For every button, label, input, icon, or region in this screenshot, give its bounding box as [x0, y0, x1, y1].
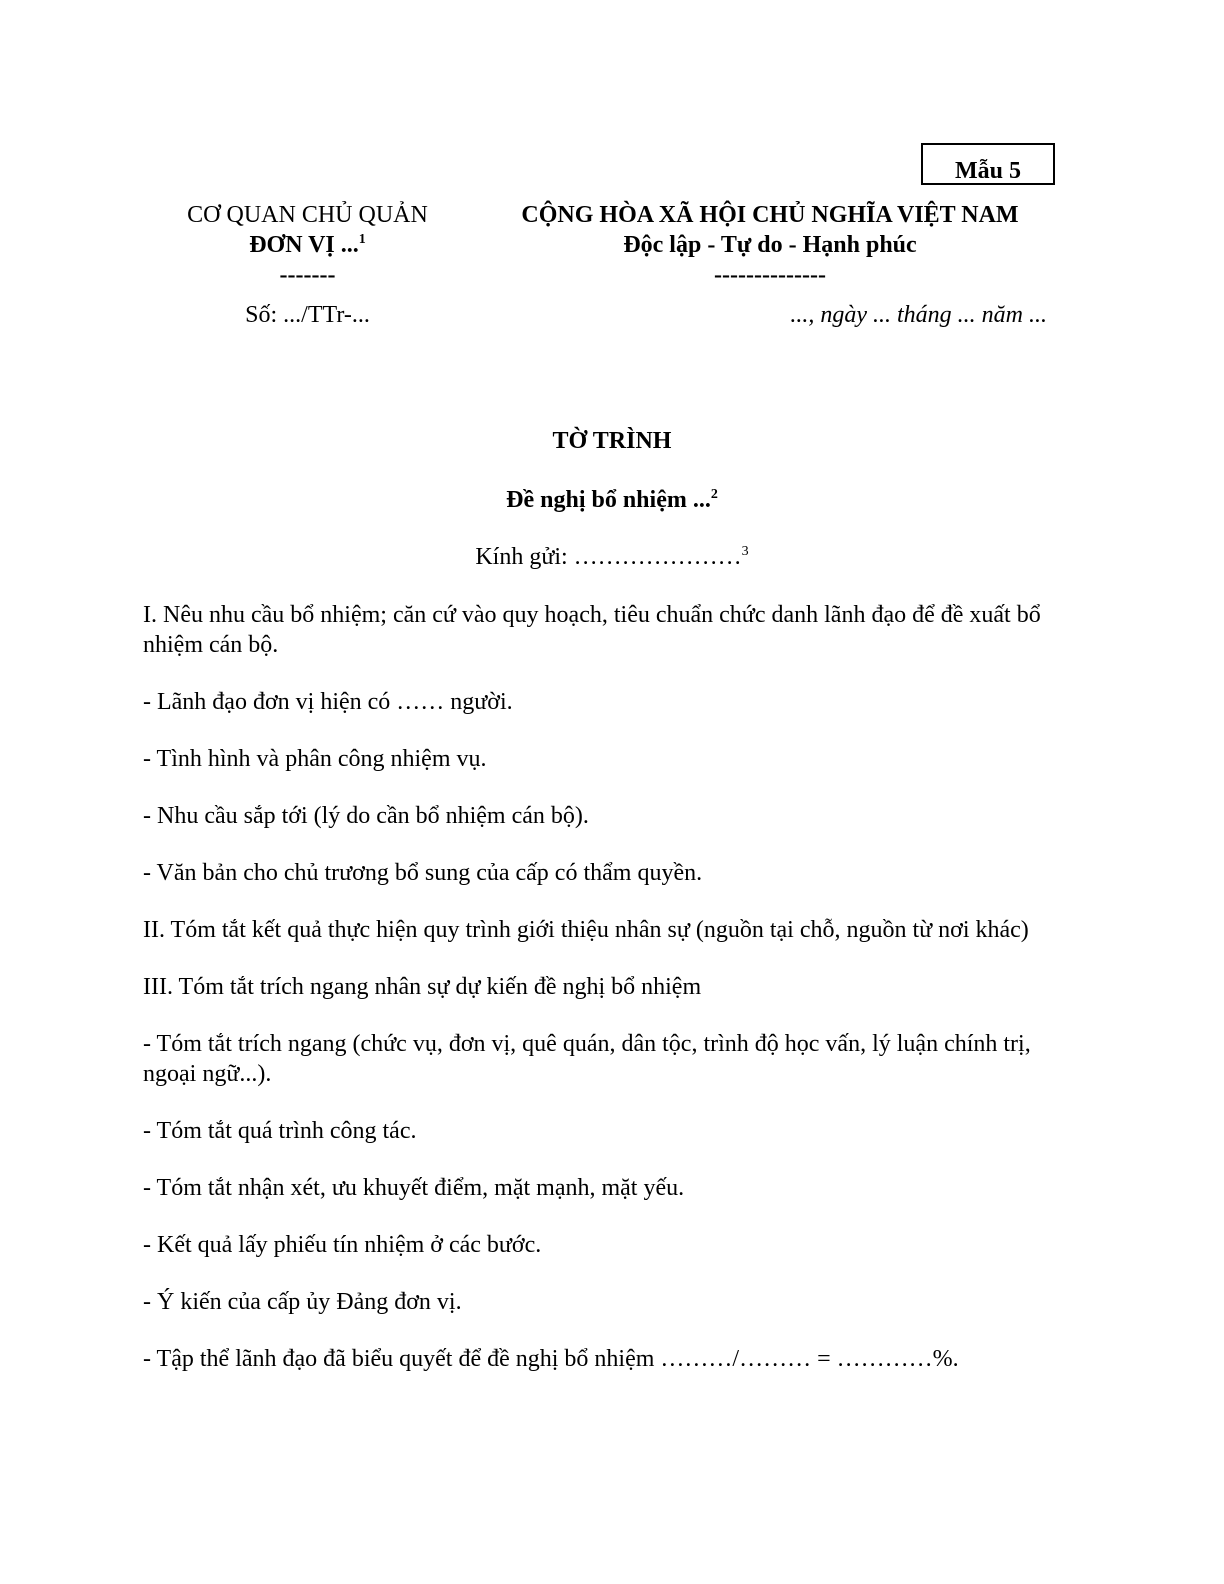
- paragraph: - Lãnh đạo đơn vị hiện có …… người.: [143, 689, 513, 715]
- country-name: CỘNG HÒA XÃ HỘI CHỦ NGHĨA VIỆT NAM: [521, 202, 1019, 228]
- header-right: [480, 200, 1060, 290]
- header-left: [150, 200, 465, 290]
- document-subtitle: Đề nghị bổ nhiệm ...: [506, 487, 711, 513]
- form-code-box: Mẫu 5: [921, 143, 1055, 185]
- document-subtitle-line: [0, 487, 1224, 514]
- paragraph: - Ý kiến của cấp ủy Đảng đơn vị.: [143, 1289, 462, 1315]
- footnote-ref-3: 3: [741, 544, 749, 559]
- document-body: [143, 600, 1068, 1401]
- recipient: Kính gửi: …………………: [475, 544, 742, 570]
- motto: Độc lập - Tự do - Hạnh phúc: [623, 232, 917, 258]
- agency-name: CƠ QUAN CHỦ QUẢN: [187, 202, 428, 228]
- paragraph: II. Tóm tắt kết quả thực hiện quy trình giới thiệu nhân sự (nguồn tại chỗ, nguồn từ nơi khác): [143, 917, 1029, 943]
- paragraph: - Nhu cầu sắp tới (lý do cần bổ nhiệm cán bộ).: [143, 803, 589, 829]
- header-right-divider: --------------: [714, 262, 826, 288]
- paragraph: - Tập thể lãnh đạo đã biểu quyết để đề nghị bổ nhiệm ………/……… = …………%.: [143, 1346, 959, 1372]
- paragraph: - Tóm tắt nhận xét, ưu khuyết điểm, mặt mạnh, mặt yếu.: [143, 1175, 685, 1201]
- paragraph: - Tóm tắt quá trình công tác.: [143, 1118, 417, 1144]
- paragraph: I. Nêu nhu cầu bổ nhiệm; căn cứ vào quy hoạch, tiêu chuẩn chức danh lãnh đạo để đề xuất bổ nhiệm cán bộ.: [143, 602, 1041, 658]
- header-left-divider: -------: [279, 262, 336, 288]
- recipient-line: [0, 544, 1224, 571]
- footnote-ref-1: 1: [358, 232, 366, 247]
- footnote-ref-2: 2: [710, 487, 718, 502]
- paragraph: - Tóm tắt trích ngang (chức vụ, đơn vị, quê quán, dân tộc, trình độ học vấn, lý luận chính trị, ngoại ngữ...).: [143, 1031, 1031, 1087]
- paragraph: - Kết quả lấy phiếu tín nhiệm ở các bước.: [143, 1232, 542, 1258]
- unit-line: [150, 230, 465, 260]
- document-title: TỜ TRÌNH: [552, 428, 672, 454]
- paragraph: - Văn bản cho chủ trương bổ sung của cấp có thẩm quyền.: [143, 860, 703, 886]
- paragraph: III. Tóm tắt trích ngang nhân sự dự kiến đề nghị bổ nhiệm: [143, 974, 702, 1000]
- unit-name: ĐƠN VỊ ...: [249, 232, 359, 258]
- document-number: Số: .../TTr-...: [245, 302, 370, 328]
- paragraph: - Tình hình và phân công nhiệm vụ.: [143, 746, 487, 772]
- document-date: ..., ngày ... tháng ... năm ...: [790, 302, 1047, 328]
